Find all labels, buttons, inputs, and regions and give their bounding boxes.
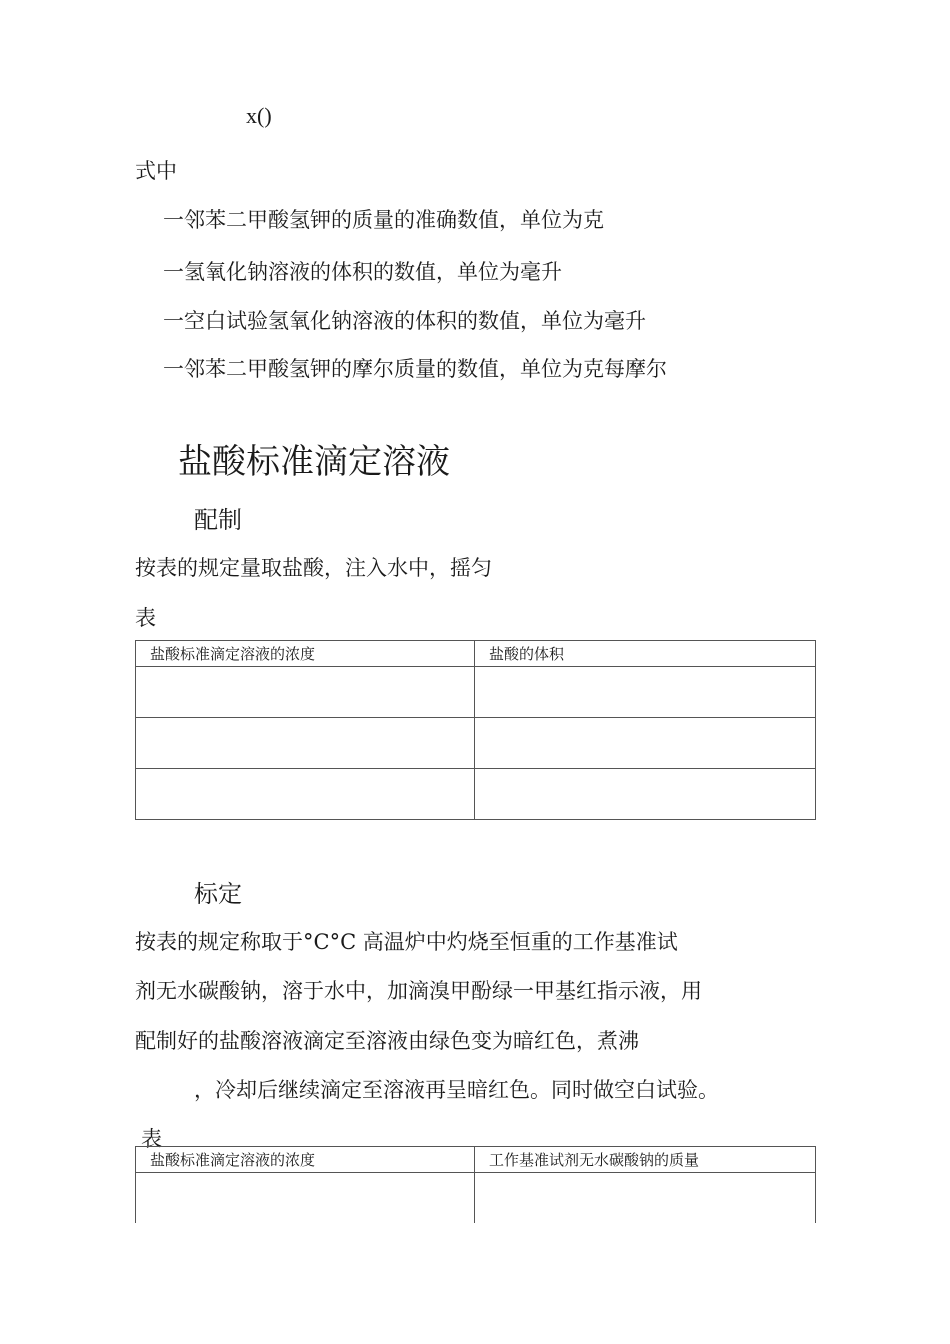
calib-heading: 标定	[194, 880, 242, 908]
table-cell	[475, 769, 816, 820]
calib-line: 按表的规定称取于°C°C 高温炉中灼烧至恒重的工作基准试	[135, 930, 678, 954]
definition-item: 一邻苯二甲酸氢钾的质量的准确数值，单位为克	[163, 208, 604, 232]
table-header-row	[136, 1147, 816, 1173]
table-header-cell: 盐酸的体积	[475, 641, 816, 667]
table-row	[136, 718, 816, 769]
calib-table-label: 表	[141, 1127, 162, 1151]
definition-item: 一氢氧化钠溶液的体积的数值，单位为毫升	[163, 260, 562, 284]
table-header-cell: 盐酸标准滴定溶液的浓度	[136, 1147, 475, 1173]
table-cell	[475, 1173, 816, 1224]
calib-table	[135, 1146, 816, 1223]
table-header-row	[136, 641, 816, 667]
formula: x()	[246, 103, 272, 128]
prep-heading: 配制	[194, 506, 242, 534]
definition-item: 一空白试验氢氧化钠溶液的体积的数值，单位为毫升	[163, 309, 646, 333]
calib-line: 剂无水碳酸钠，溶于水中，加滴溴甲酚绿一甲基红指示液，用	[135, 979, 702, 1003]
definition-item: 一邻苯二甲酸氢钾的摩尔质量的数值，单位为克每摩尔	[163, 357, 667, 381]
table-row	[136, 667, 816, 718]
table-cell	[136, 718, 475, 769]
table-header-cell: 工作基准试剂无水碳酸钠的质量	[475, 1147, 816, 1173]
where-label: 式中	[135, 159, 177, 183]
table-cell	[136, 667, 475, 718]
table-cell	[136, 1173, 475, 1224]
prep-table	[135, 640, 816, 820]
table-row	[136, 769, 816, 820]
table-cell	[136, 769, 475, 820]
table-cell	[475, 718, 816, 769]
prep-table-label: 表	[135, 606, 156, 630]
table-row	[136, 1173, 816, 1224]
prep-text: 按表的规定量取盐酸，注入水中，摇匀	[135, 556, 492, 580]
calib-line: ，冷却后继续滴定至溶液再呈暗红色。同时做空白试验。	[194, 1078, 719, 1102]
section-title: 盐酸标准滴定溶液	[178, 442, 450, 482]
calib-line: 配制好的盐酸溶液滴定至溶液由绿色变为暗红色，煮沸	[135, 1029, 639, 1053]
table-header-cell: 盐酸标准滴定溶液的浓度	[136, 641, 475, 667]
table-cell	[475, 667, 816, 718]
